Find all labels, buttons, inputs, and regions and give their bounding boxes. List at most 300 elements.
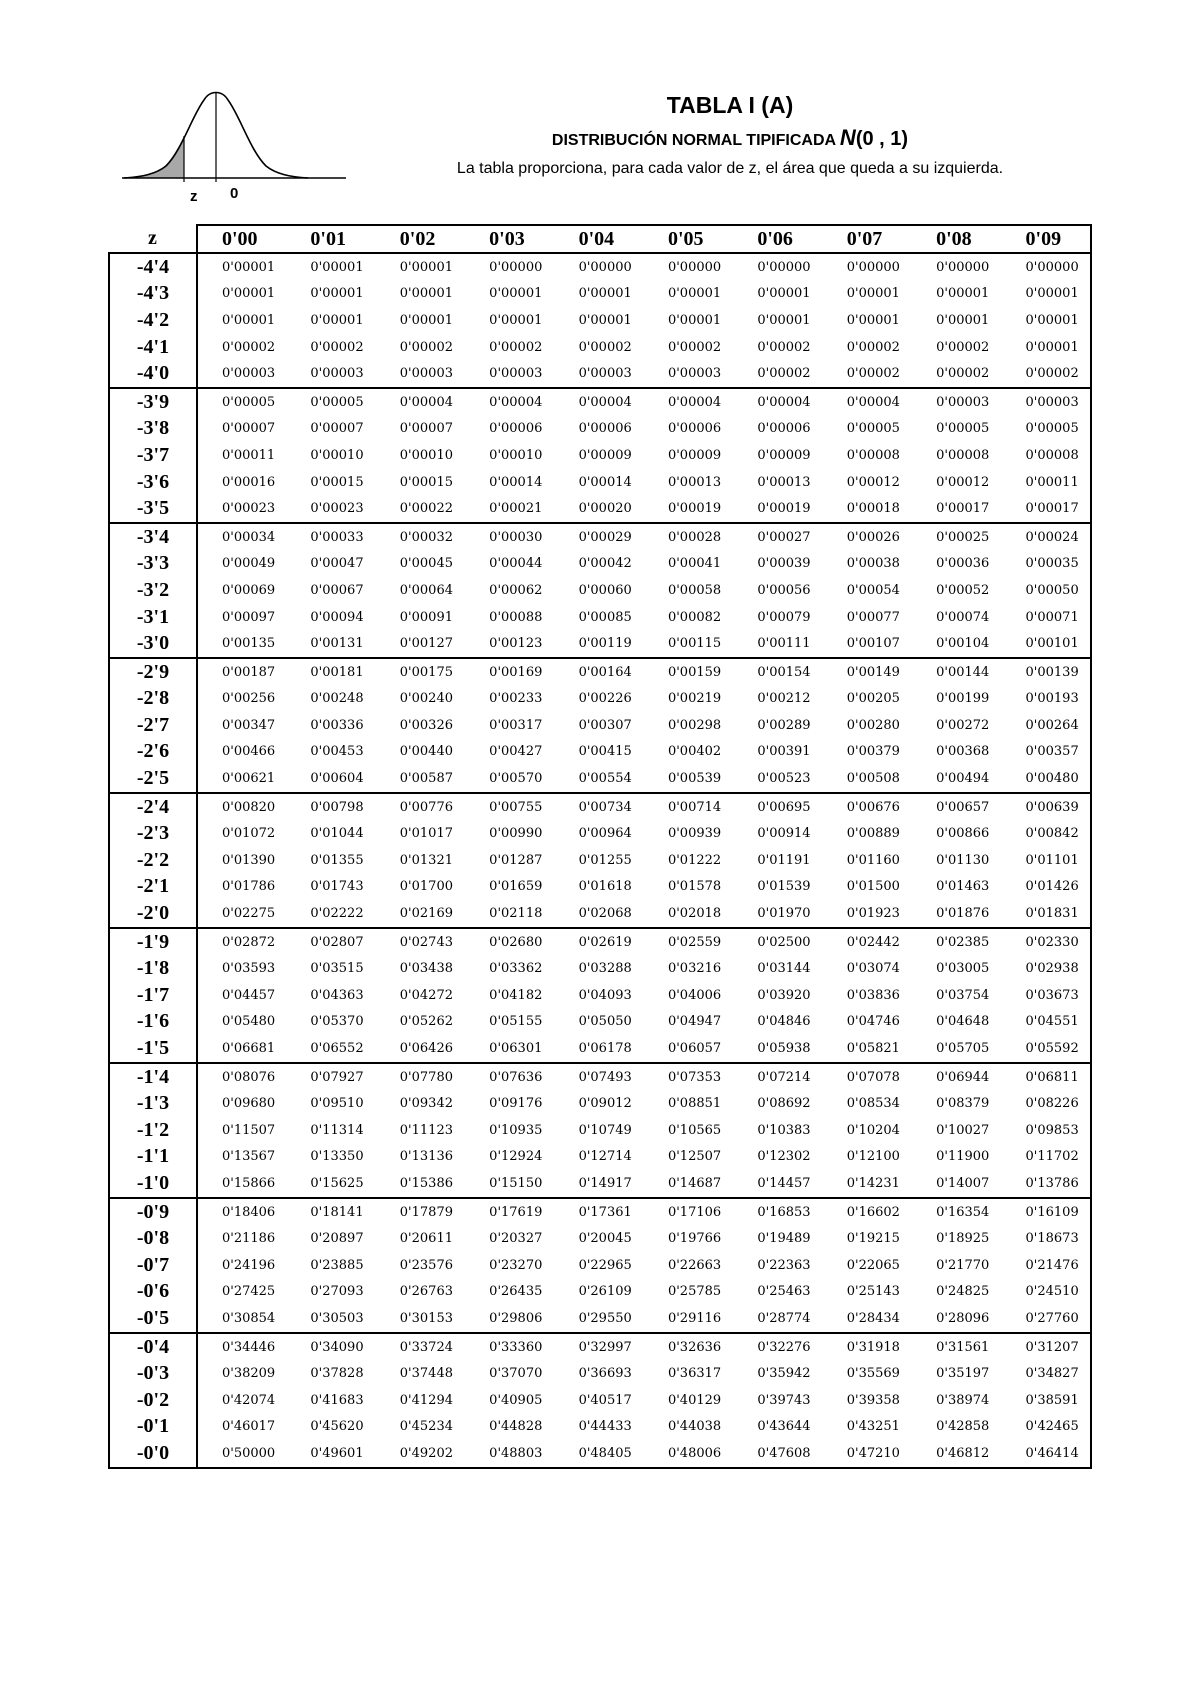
probability-cell: 0'00233: [489, 691, 543, 707]
probability-cell: 0'29806: [465, 1305, 554, 1333]
probability-cell: 0'04648: [936, 1014, 990, 1030]
z-value-cell: -1'4: [109, 1063, 197, 1091]
probability-cell: 0'46812: [912, 1440, 1001, 1468]
table-row: [109, 1252, 1091, 1279]
probability-cell: 0'18141: [310, 1204, 364, 1220]
probability-cell: 0'00001: [846, 286, 900, 302]
probability-cell: 0'00091: [399, 609, 453, 625]
probability-cell: 0'00069: [197, 577, 286, 604]
probability-cell: 0'01287: [489, 852, 543, 868]
probability-cell: 0'34090: [310, 1339, 364, 1355]
probability-cell: 0'01191: [757, 852, 811, 868]
probability-cell: 0'00035: [1002, 551, 1091, 578]
probability-cell: 0'00001: [399, 312, 453, 328]
probability-cell: 0'00001: [197, 307, 286, 334]
probability-cell: 0'00018: [823, 495, 912, 523]
probability-cell: 0'03216: [667, 961, 722, 977]
probability-cell: 0'00012: [936, 474, 990, 490]
probability-cell: 0'00240: [399, 691, 453, 707]
probability-cell: 0'10027: [936, 1122, 990, 1138]
probability-cell: 0'00001: [197, 253, 286, 281]
probability-cell: 0'00604: [286, 765, 375, 793]
probability-cell: 0'00402: [667, 744, 722, 760]
probability-cell: 0'01500: [846, 879, 900, 895]
probability-cell: 0'00379: [846, 744, 900, 760]
table-row: [109, 307, 1091, 334]
probability-cell: 0'00523: [733, 765, 822, 793]
column-header: 0'09: [1002, 225, 1091, 253]
probability-cell: 0'03515: [310, 961, 364, 977]
zero-label: 0: [230, 185, 239, 202]
probability-cell: 0'05592: [1002, 1035, 1091, 1063]
probability-cell: 0'00082: [667, 609, 722, 625]
z-value-cell: -2'2: [109, 847, 197, 874]
probability-cell: 0'00085: [578, 609, 632, 625]
probability-cell: 0'42858: [936, 1419, 990, 1435]
probability-cell: 0'12714: [578, 1149, 632, 1165]
probability-cell: 0'12924: [489, 1149, 543, 1165]
probability-cell: 0'00060: [578, 582, 632, 598]
probability-cell: 0'05050: [578, 1014, 632, 1030]
table-row: [109, 1117, 1091, 1144]
probability-cell: 0'06944: [936, 1069, 990, 1085]
probability-cell: 0'00003: [376, 360, 465, 388]
probability-cell: 0'00056: [757, 582, 811, 598]
probability-cell: 0'11123: [399, 1122, 453, 1138]
probability-cell: 0'00539: [644, 765, 733, 793]
probability-cell: 0'00024: [1002, 523, 1091, 551]
probability-cell: 0'00001: [1002, 334, 1091, 361]
probability-cell: 0'00002: [846, 339, 900, 355]
probability-cell: 0'00336: [310, 717, 364, 733]
probability-cell: 0'00466: [197, 739, 286, 766]
probability-cell: 0'00011: [1002, 469, 1091, 496]
probability-cell: 0'00011: [197, 442, 286, 469]
probability-cell: 0'05262: [399, 1014, 453, 1030]
probability-cell: 0'00005: [197, 388, 286, 416]
probability-cell: 0'00034: [197, 523, 286, 551]
probability-cell: 0'15866: [197, 1170, 286, 1198]
probability-cell: 0'08379: [936, 1096, 990, 1112]
probability-cell: 0'00002: [733, 360, 822, 388]
probability-cell: 0'00004: [846, 394, 900, 410]
probability-cell: 0'16602: [846, 1204, 900, 1220]
probability-cell: 0'00695: [757, 799, 811, 815]
probability-cell: 0'26435: [489, 1284, 543, 1300]
probability-cell: 0'00001: [399, 259, 453, 275]
probability-cell: 0'01786: [197, 874, 286, 901]
probability-cell: 0'11702: [1002, 1144, 1091, 1171]
probability-cell: 0'00030: [489, 529, 543, 545]
probability-cell: 0'31561: [936, 1339, 990, 1355]
probability-cell: 0'00002: [399, 339, 453, 355]
probability-cell: 0'00820: [197, 793, 286, 821]
probability-cell: 0'03836: [846, 987, 900, 1003]
probability-cell: 0'01463: [936, 879, 990, 895]
z-value-cell: -2'6: [109, 739, 197, 766]
probability-cell: 0'47210: [823, 1440, 912, 1468]
probability-cell: 0'00494: [912, 765, 1001, 793]
column-header: 0'04: [555, 225, 644, 253]
probability-cell: 0'00453: [310, 744, 364, 760]
probability-cell: 0'00094: [310, 609, 364, 625]
probability-cell: 0'07636: [489, 1069, 543, 1085]
probability-cell: 0'00002: [310, 339, 364, 355]
probability-cell: 0'00000: [846, 259, 900, 275]
probability-cell: 0'10204: [846, 1122, 900, 1138]
probability-cell: 0'00022: [376, 495, 465, 523]
probability-cell: 0'01578: [667, 879, 722, 895]
probability-cell: 0'01255: [578, 852, 632, 868]
probability-cell: 0'13350: [310, 1149, 364, 1165]
probability-cell: 0'05480: [197, 1009, 286, 1036]
probability-cell: 0'00010: [489, 447, 543, 463]
probability-cell: 0'28434: [823, 1305, 912, 1333]
z-value-cell: -3'7: [109, 442, 197, 469]
z-value-cell: -4'1: [109, 334, 197, 361]
z-value-cell: -2'1: [109, 874, 197, 901]
probability-cell: 0'02619: [578, 934, 632, 950]
normal-distribution-table: [108, 224, 1092, 1469]
probability-cell: 0'04363: [310, 987, 364, 1003]
probability-cell: 0'00010: [399, 447, 453, 463]
z-value-cell: -1'3: [109, 1090, 197, 1117]
probability-cell: 0'42465: [1002, 1414, 1091, 1441]
probability-cell: 0'00135: [197, 630, 286, 658]
probability-cell: 0'35942: [757, 1366, 811, 1382]
z-value-cell: -0'3: [109, 1360, 197, 1387]
probability-cell: 0'00027: [757, 529, 811, 545]
probability-cell: 0'47608: [733, 1440, 822, 1468]
probability-cell: 0'45620: [310, 1419, 364, 1435]
probability-cell: 0'33360: [489, 1339, 543, 1355]
probability-cell: 0'09853: [1002, 1117, 1091, 1144]
table-row: [109, 874, 1091, 901]
probability-cell: 0'03362: [489, 961, 543, 977]
probability-cell: 0'23576: [399, 1257, 453, 1273]
probability-cell: 0'00939: [667, 826, 722, 842]
probability-cell: 0'00181: [310, 664, 364, 680]
probability-cell: 0'00009: [578, 447, 632, 463]
probability-cell: 0'31918: [846, 1339, 900, 1355]
probability-cell: 0'18406: [197, 1198, 286, 1226]
probability-cell: 0'00001: [667, 312, 722, 328]
probability-cell: 0'30854: [197, 1305, 286, 1333]
probability-cell: 0'00798: [310, 799, 364, 815]
probability-cell: 0'00032: [399, 529, 453, 545]
page-subtitle: [400, 125, 1060, 151]
probability-cell: 0'29116: [644, 1305, 733, 1333]
probability-cell: 0'23270: [489, 1257, 543, 1273]
z-value-cell: -3'5: [109, 495, 197, 523]
table-body: [109, 253, 1091, 1468]
z-value-cell: -4'3: [109, 281, 197, 308]
probability-cell: 0'34446: [197, 1333, 286, 1361]
probability-cell: 0'37448: [399, 1366, 453, 1382]
probability-cell: 0'00004: [399, 394, 453, 410]
probability-cell: 0'00017: [1002, 495, 1091, 523]
probability-cell: 0'00001: [757, 286, 811, 302]
z-value-cell: -3'3: [109, 551, 197, 578]
probability-cell: 0'00000: [489, 259, 543, 275]
table-row: [109, 1198, 1091, 1226]
probability-cell: 0'18673: [1002, 1225, 1091, 1252]
probability-cell: 0'24196: [197, 1252, 286, 1279]
probability-cell: 0'20045: [578, 1231, 632, 1247]
table-row: [109, 523, 1091, 551]
probability-cell: 0'00097: [197, 604, 286, 631]
table-row: [109, 658, 1091, 686]
probability-cell: 0'40129: [667, 1392, 722, 1408]
probability-cell: 0'00062: [489, 582, 543, 598]
table-row: [109, 1225, 1091, 1252]
probability-cell: 0'14917: [555, 1170, 644, 1198]
probability-cell: 0'07927: [310, 1069, 364, 1085]
probability-cell: 0'25143: [846, 1284, 900, 1300]
probability-cell: 0'49202: [376, 1440, 465, 1468]
probability-cell: 0'00127: [376, 630, 465, 658]
probability-cell: 0'00006: [489, 421, 543, 437]
probability-cell: 0'44433: [578, 1419, 632, 1435]
probability-cell: 0'19489: [757, 1231, 811, 1247]
column-header: 0'01: [286, 225, 375, 253]
z-value-cell: -1'9: [109, 928, 197, 956]
table-row: [109, 900, 1091, 928]
probability-cell: 0'00004: [757, 394, 811, 410]
probability-cell: 0'00001: [310, 259, 364, 275]
table-row: [109, 1387, 1091, 1414]
probability-cell: 0'02275: [197, 900, 286, 928]
table-row: [109, 630, 1091, 658]
probability-cell: 0'00226: [578, 691, 632, 707]
probability-cell: 0'02500: [757, 934, 811, 950]
probability-cell: 0'21186: [197, 1225, 286, 1252]
probability-cell: 0'00008: [1002, 442, 1091, 469]
probability-cell: 0'02872: [197, 928, 286, 956]
probability-cell: 0'00047: [310, 556, 364, 572]
z-value-cell: -4'4: [109, 253, 197, 281]
probability-cell: 0'00776: [399, 799, 453, 815]
probability-cell: 0'48006: [644, 1440, 733, 1468]
probability-cell: 0'00159: [667, 664, 722, 680]
probability-cell: 0'06552: [286, 1035, 375, 1063]
probability-cell: 0'00001: [667, 286, 722, 302]
probability-cell: 0'27093: [310, 1284, 364, 1300]
table-row: [109, 1063, 1091, 1091]
z-value-cell: -4'2: [109, 307, 197, 334]
probability-cell: 0'04093: [578, 987, 632, 1003]
probability-cell: 0'17106: [667, 1204, 722, 1220]
probability-cell: 0'01831: [1002, 900, 1091, 928]
z-value-cell: -1'7: [109, 982, 197, 1009]
probability-cell: 0'15386: [376, 1170, 465, 1198]
probability-cell: 0'22965: [578, 1257, 632, 1273]
probability-cell: 0'00205: [846, 691, 900, 707]
probability-cell: 0'00025: [936, 529, 990, 545]
probability-cell: 0'00005: [846, 421, 900, 437]
probability-cell: 0'39743: [757, 1392, 811, 1408]
probability-cell: 0'25785: [667, 1284, 722, 1300]
probability-cell: 0'00052: [936, 582, 990, 598]
column-header: 0'06: [733, 225, 822, 253]
probability-cell: 0'35569: [846, 1366, 900, 1382]
probability-cell: 0'00042: [578, 556, 632, 572]
probability-cell: 0'01390: [197, 847, 286, 874]
probability-cell: 0'00219: [667, 691, 722, 707]
probability-cell: 0'07214: [757, 1069, 811, 1085]
probability-cell: 0'00008: [846, 447, 900, 463]
z-value-cell: -0'8: [109, 1225, 197, 1252]
probability-cell: 0'04006: [667, 987, 722, 1003]
probability-cell: 0'00064: [399, 582, 453, 598]
probability-cell: 0'02068: [555, 900, 644, 928]
probability-cell: 0'44828: [489, 1419, 543, 1435]
probability-cell: 0'02743: [399, 934, 453, 950]
probability-cell: 0'36693: [578, 1366, 632, 1382]
probability-cell: 0'33724: [399, 1339, 453, 1355]
probability-cell: 0'00004: [667, 394, 722, 410]
probability-cell: 0'00001: [1002, 307, 1091, 334]
z-value-cell: -1'1: [109, 1144, 197, 1171]
z-value-cell: -2'9: [109, 658, 197, 686]
probability-cell: 0'00036: [936, 556, 990, 572]
probability-cell: 0'00149: [846, 664, 900, 680]
probability-cell: 0'49601: [286, 1440, 375, 1468]
probability-cell: 0'04272: [399, 987, 453, 1003]
probability-cell: 0'00008: [936, 447, 990, 463]
probability-cell: 0'02442: [846, 934, 900, 950]
shaded-area: [124, 136, 184, 178]
probability-cell: 0'25463: [757, 1284, 811, 1300]
probability-cell: 0'00001: [489, 312, 543, 328]
probability-cell: 0'00111: [733, 630, 822, 658]
probability-cell: 0'28774: [733, 1305, 822, 1333]
probability-cell: 0'29550: [555, 1305, 644, 1333]
probability-cell: 0'01876: [912, 900, 1001, 928]
probability-cell: 0'10935: [489, 1122, 543, 1138]
table-row: [109, 793, 1091, 821]
probability-cell: 0'00003: [286, 360, 375, 388]
probability-cell: 0'27425: [197, 1279, 286, 1306]
probability-cell: 0'43644: [757, 1419, 811, 1435]
probability-cell: 0'41294: [399, 1392, 453, 1408]
probability-cell: 0'08692: [757, 1096, 811, 1112]
probability-cell: 0'00508: [823, 765, 912, 793]
probability-cell: 0'01321: [399, 852, 453, 868]
probability-cell: 0'02559: [667, 934, 722, 950]
probability-cell: 0'03593: [197, 955, 286, 982]
probability-cell: 0'11507: [197, 1117, 286, 1144]
probability-cell: 0'00714: [667, 799, 722, 815]
z-value-cell: -3'8: [109, 416, 197, 443]
probability-cell: 0'06057: [644, 1035, 733, 1063]
probability-cell: 0'21476: [1002, 1252, 1091, 1279]
probability-cell: 0'00889: [846, 826, 900, 842]
probability-cell: 0'00021: [465, 495, 554, 523]
probability-cell: 0'00002: [197, 334, 286, 361]
probability-cell: 0'06426: [376, 1035, 465, 1063]
z-value-cell: -0'6: [109, 1279, 197, 1306]
z-value-cell: -1'8: [109, 955, 197, 982]
z-value-cell: -2'5: [109, 765, 197, 793]
probability-cell: 0'00427: [489, 744, 543, 760]
probability-cell: 0'00007: [197, 416, 286, 443]
probability-cell: 0'01072: [197, 820, 286, 847]
probability-cell: 0'02938: [1002, 955, 1091, 982]
probability-cell: 0'03144: [757, 961, 811, 977]
subtitle-args: (0 , 1): [855, 128, 909, 150]
probability-cell: 0'09510: [310, 1096, 364, 1112]
probability-cell: 0'17361: [578, 1204, 632, 1220]
probability-cell: 0'22663: [667, 1257, 722, 1273]
probability-cell: 0'15625: [286, 1170, 375, 1198]
probability-cell: 0'00866: [936, 826, 990, 842]
table-row: [109, 1360, 1091, 1387]
probability-cell: 0'00006: [667, 421, 722, 437]
table-row: [109, 577, 1091, 604]
probability-cell: 0'30153: [376, 1305, 465, 1333]
probability-cell: 0'34827: [1002, 1360, 1091, 1387]
z-value-cell: -2'4: [109, 793, 197, 821]
probability-cell: 0'00347: [197, 712, 286, 739]
probability-cell: 0'00079: [757, 609, 811, 625]
z-value-cell: -0'1: [109, 1414, 197, 1441]
probability-cell: 0'00088: [489, 609, 543, 625]
probability-cell: 0'45234: [399, 1419, 453, 1435]
table-row: [109, 982, 1091, 1009]
probability-cell: 0'00003: [197, 360, 286, 388]
probability-cell: 0'10565: [667, 1122, 722, 1138]
probability-cell: 0'00058: [667, 582, 722, 598]
z-value-cell: -4'0: [109, 360, 197, 388]
z-value-cell: -2'8: [109, 686, 197, 713]
probability-cell: 0'07780: [399, 1069, 453, 1085]
probability-cell: 0'08226: [1002, 1090, 1091, 1117]
probability-cell: 0'03074: [846, 961, 900, 977]
probability-cell: 0'00104: [912, 630, 1001, 658]
probability-cell: 0'00842: [1002, 820, 1091, 847]
probability-cell: 0'50000: [197, 1440, 286, 1468]
column-header: 0'05: [644, 225, 733, 253]
column-header: 0'08: [912, 225, 1001, 253]
probability-cell: 0'00005: [936, 421, 990, 437]
z-value-cell: -2'7: [109, 712, 197, 739]
table-row: [109, 1035, 1091, 1063]
probability-cell: 0'00006: [757, 421, 811, 437]
probability-cell: 0'00002: [1002, 360, 1091, 388]
z-value-cell: -1'6: [109, 1009, 197, 1036]
probability-cell: 0'00038: [846, 556, 900, 572]
probability-cell: 0'17619: [489, 1204, 543, 1220]
probability-cell: 0'00026: [846, 529, 900, 545]
probability-cell: 0'42074: [197, 1387, 286, 1414]
probability-cell: 0'00000: [667, 259, 722, 275]
probability-cell: 0'32276: [757, 1339, 811, 1355]
probability-cell: 0'24825: [936, 1284, 990, 1300]
probability-cell: 0'00289: [757, 717, 811, 733]
probability-cell: 0'32636: [667, 1339, 722, 1355]
probability-cell: 0'00480: [1002, 765, 1091, 793]
z-value-cell: -1'2: [109, 1117, 197, 1144]
probability-cell: 0'00050: [1002, 577, 1091, 604]
probability-cell: 0'02385: [936, 934, 990, 950]
probability-cell: 0'00013: [757, 474, 811, 490]
probability-cell: 0'00004: [489, 394, 543, 410]
probability-cell: 0'38591: [1002, 1387, 1091, 1414]
probability-cell: 0'00054: [846, 582, 900, 598]
probability-cell: 0'00144: [936, 664, 990, 680]
table-row: [109, 495, 1091, 523]
